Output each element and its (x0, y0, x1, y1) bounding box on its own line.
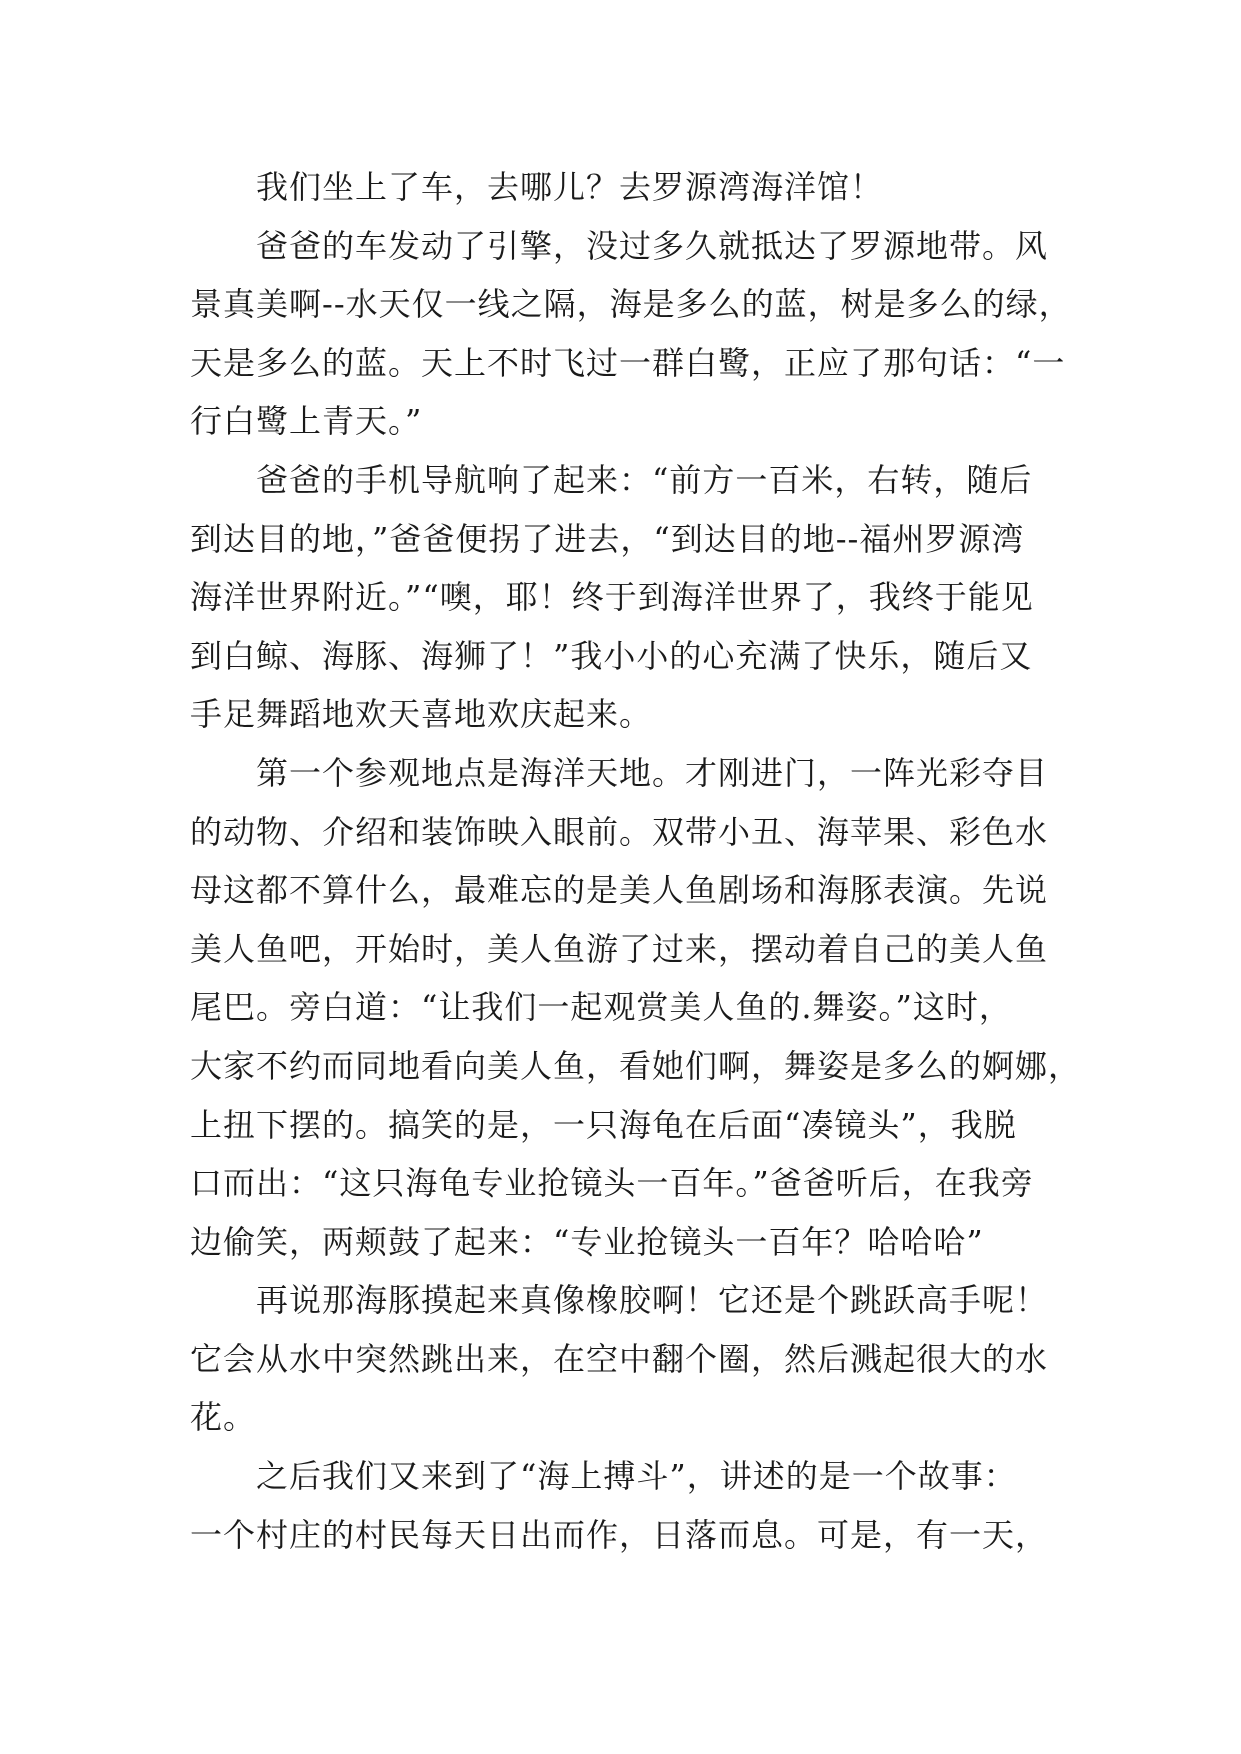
text-line: 之后我们又来到了“海上搏斗”，讲述的是一个故事： (256, 1457, 1017, 1496)
text-line: 的动物、介绍和装饰映入眼前。双带小丑、海苹果、彩色水 (190, 812, 1049, 851)
text-line: 美人鱼吧，开始时，美人鱼游了过来，摆动着自己的美人鱼 (190, 929, 1049, 968)
text-line: 我们坐上了车，去哪儿？去罗源湾海洋馆！ (256, 168, 884, 206)
text-line: 景真美啊--水天仅一线之隔，海是多么的蓝，树是多么的绿， (190, 285, 1072, 324)
text-line: 边偷笑，两颊鼓了起来：“专业抢镜头一百年？哈哈哈” (190, 1222, 984, 1261)
text-line: 一个村庄的村民每天日出而作，日落而息。可是，有一天， (190, 1515, 1049, 1554)
text-line: 天是多么的蓝。天上不时飞过一群白鹭，正应了那句话：“一 (190, 343, 1066, 382)
text-line: 到白鲸、海豚、海狮了！”我小小的心充满了快乐，随后又 (190, 636, 1033, 675)
text-line: 爸爸的车发动了引擎，没过多久就抵达了罗源地带。风 (256, 226, 1049, 265)
text-line: 第一个参观地点是海洋天地。才刚进门，一阵光彩夺目 (256, 753, 1049, 792)
essay-body (190, 158, 1082, 1564)
text-line: 母这都不算什么，最难忘的是美人鱼剧场和海豚表演。先说 (190, 871, 1049, 910)
text-line: 海洋世界附近。”“噢，耶！终于到海洋世界了，我终于能见 (190, 578, 1034, 617)
text-line: 手足舞蹈地欢天喜地欢庆起来。 (190, 695, 653, 734)
text-line: 尾巴。旁白道：“让我们一起观赏美人鱼的.舞姿。”这时， (190, 988, 1012, 1027)
text-line: 行白鹭上青天。” (190, 402, 423, 441)
text-line: 口而出：“这只海龟专业抢镜头一百年。”爸爸听后，在我旁 (190, 1164, 1034, 1203)
text-line: 到达目的地，”爸爸便拐了进去，“到达目的地--福州罗源湾 (190, 519, 1025, 558)
text-line: 爸爸的手机导航响了起来：“前方一百米，右转，随后 (256, 460, 1033, 499)
text-line: 花。 (190, 1398, 257, 1437)
text-line: 它会从水中突然跳出来，在空中翻个圈，然后溅起很大的水 (190, 1339, 1049, 1378)
text-line: 再说那海豚摸起来真像橡胶啊！它还是个跳跃高手呢！ (256, 1281, 1049, 1320)
text-line: 上扭下摆的。搞笑的是，一只海龟在后面“凑镜头”，我脱 (190, 1105, 1017, 1144)
text-line: 大家不约而同地看向美人鱼，看她们啊，舞姿是多么的婀娜， (190, 1046, 1082, 1085)
